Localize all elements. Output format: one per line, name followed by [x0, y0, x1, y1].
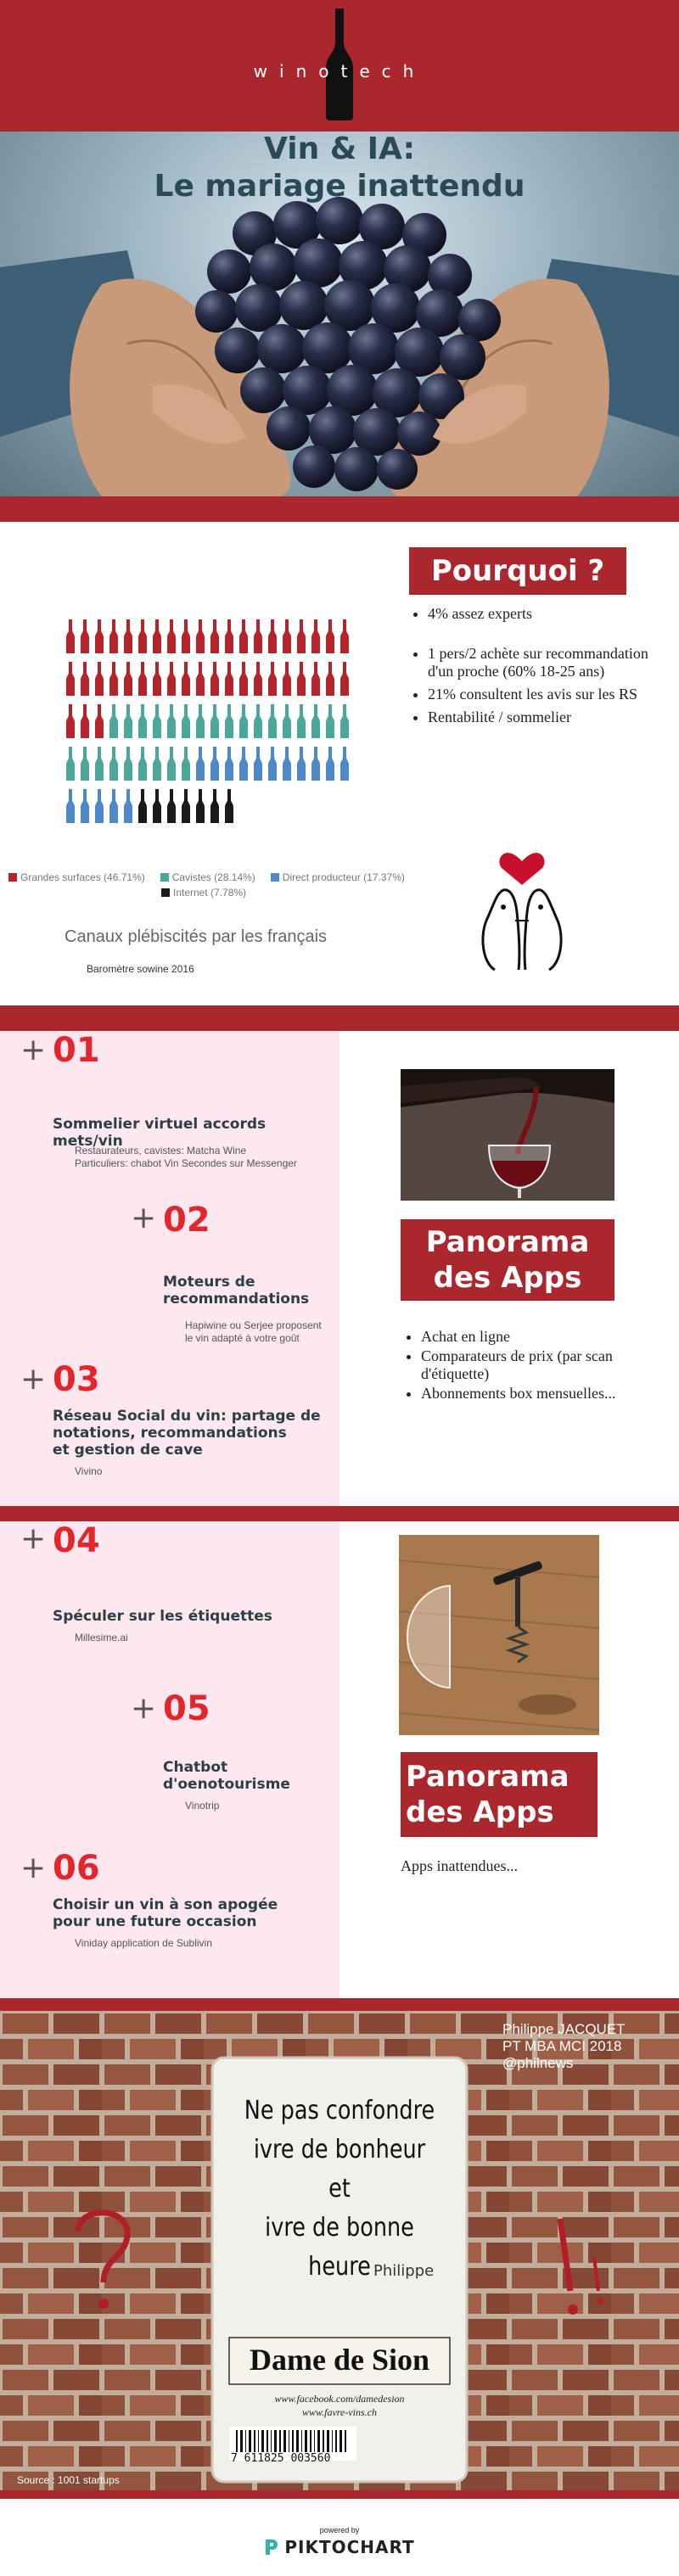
legend-label: Direct producteur (17.37%)	[282, 871, 405, 883]
item-title-line: Spéculer sur les étiquettes	[53, 1608, 272, 1625]
apps-panel-1	[0, 1031, 340, 1506]
bottle-pictogram-chart	[66, 619, 355, 874]
bottle-mark-internet	[196, 789, 205, 823]
bottle-mark-cavistes	[124, 747, 132, 781]
label-line: et	[328, 2174, 351, 2204]
header-banner	[0, 0, 679, 132]
bottles-in-love-illustration	[471, 819, 573, 972]
item-title-line: Chatbot	[163, 1759, 228, 1776]
footer	[0, 2499, 679, 2576]
section-divider	[0, 496, 679, 522]
bottle-mark-direct-producteur	[254, 747, 262, 781]
bottle-mark-cavistes	[167, 704, 176, 738]
apps-panel-2-right	[340, 1521, 679, 1998]
bottle-mark-cavistes	[81, 747, 89, 781]
bottle-mark-grandes-surfaces	[182, 619, 190, 653]
item-title-line: notations, recommandations	[53, 1425, 287, 1442]
bottle-mark-cavistes	[95, 747, 104, 781]
corkscrew-photo	[399, 1535, 599, 1735]
bottle-mark-cavistes	[182, 704, 190, 738]
bottle-mark-direct-producteur	[268, 747, 277, 781]
piktochart-wordmark: PIKTOCHART	[284, 2537, 415, 2557]
item-number: 03	[53, 1360, 100, 1399]
section-divider	[0, 1005, 679, 1031]
item-title-line: pour une future occasion	[53, 1913, 257, 1930]
legend-item-internet	[161, 887, 246, 899]
legend-label: Grandes surfaces (46.71%)	[20, 871, 145, 883]
item-subtitle: Restaurateurs, cavistes: Matcha Wine	[75, 1145, 247, 1156]
bottle-mark-grandes-surfaces	[95, 662, 104, 696]
bottle-mark-grandes-surfaces	[153, 619, 161, 653]
legend-item-direct-producteur	[271, 871, 405, 883]
bottle-mark-cavistes	[239, 704, 248, 738]
hero-image	[0, 132, 679, 496]
bottle-mark-direct-producteur	[196, 747, 205, 781]
item-number: 01	[53, 1031, 100, 1070]
source-text: Source : 1001 startups	[17, 2474, 120, 2486]
item-number: 02	[163, 1201, 210, 1240]
bottle-mark-cavistes	[124, 704, 132, 738]
bottle-mark-grandes-surfaces	[81, 662, 89, 696]
author-name: Philippe JACQUET	[502, 2021, 626, 2037]
bottle-mark-direct-producteur	[340, 747, 349, 781]
legend-label: Internet (7.78%)	[173, 887, 247, 899]
item-subtitle: Hapiwine ou Serjee proposent	[185, 1319, 322, 1331]
bottle-mark-direct-producteur	[109, 789, 118, 823]
bottle-mark-cavistes	[196, 704, 205, 738]
legend-swatch	[160, 873, 169, 882]
item-number: 06	[53, 1849, 100, 1888]
bottle-mark-grandes-surfaces	[239, 619, 248, 653]
bottle-mark-internet	[167, 789, 176, 823]
bottle-mark-cavistes	[283, 704, 291, 738]
panorama-title-line: des Apps	[406, 1795, 554, 1829]
list-item: • 1 pers/2 achète sur recommandation d'un proche (60% 18-25 ans)	[428, 645, 657, 680]
bottle-mark-direct-producteur	[124, 789, 132, 823]
bottle-mark-cavistes	[326, 704, 334, 738]
bottle-mark-internet	[138, 789, 147, 823]
list-item: • Achat en ligne	[421, 1328, 650, 1346]
bottle-mark-grandes-surfaces	[81, 704, 89, 738]
item-number: 04	[53, 1521, 100, 1560]
bottle-mark-grandes-surfaces	[95, 619, 104, 653]
bottle-mark-cavistes	[138, 747, 147, 781]
bottle-mark-grandes-surfaces	[268, 662, 277, 696]
brand-name: winotech	[253, 61, 426, 81]
bottle-mark-internet	[210, 789, 219, 823]
bottle-mark-grandes-surfaces	[225, 662, 233, 696]
bottle-mark-cavistes	[225, 704, 233, 738]
bottle-mark-cavistes	[182, 747, 190, 781]
item-number: 05	[163, 1689, 210, 1728]
bottle-mark-grandes-surfaces	[95, 704, 104, 738]
bottle-mark-grandes-surfaces	[124, 619, 132, 653]
pourquoi-title: Pourquoi ?	[409, 547, 626, 595]
list-item: • Rentabilité / sommelier	[428, 708, 657, 726]
bottle-mark-cavistes	[66, 747, 75, 781]
bottle-mark-grandes-surfaces	[283, 662, 291, 696]
author-block	[502, 2021, 626, 2072]
bottle-mark-direct-producteur	[66, 789, 75, 823]
item-subtitle: Vivino	[75, 1465, 103, 1477]
bottle-mark-cavistes	[153, 704, 161, 738]
bottle-mark-cavistes	[109, 704, 118, 738]
powered-by-text: powered by	[319, 2526, 360, 2534]
legend-label: Cavistes (28.14%)	[171, 871, 255, 883]
legend-item-grandes-surfaces	[8, 871, 145, 883]
bottle-mark-grandes-surfaces	[326, 619, 334, 653]
bottle-mark-grandes-surfaces	[340, 619, 349, 653]
item-title-line: Réseau Social du vin: partage de	[53, 1408, 321, 1425]
plus-icon: +	[20, 1851, 47, 1885]
closing-section	[0, 2011, 679, 2490]
bottle-mark-grandes-surfaces	[153, 662, 161, 696]
bottle-mark-grandes-surfaces	[326, 662, 334, 696]
bottle-mark-grandes-surfaces	[66, 704, 75, 738]
panorama-list	[402, 1328, 650, 1408]
bottle-mark-direct-producteur	[326, 747, 334, 781]
label-line: Ne pas confondre	[244, 2096, 435, 2125]
bottle-mark-grandes-surfaces	[225, 619, 233, 653]
apps-inattendues-text: Apps inattendues...	[401, 1857, 518, 1874]
bottle-mark-cavistes	[297, 704, 306, 738]
item-title-line: recommandations	[163, 1291, 310, 1308]
bottle-mark-grandes-surfaces	[340, 662, 349, 696]
item-title-text: Sommelier virtuel accords mets/vin	[53, 1116, 267, 1150]
piktochart-icon	[264, 2538, 279, 2556]
author-program: PT MBA MCI 2018	[502, 2038, 622, 2054]
bottle-mark-direct-producteur	[81, 789, 89, 823]
bottle-mark-direct-producteur	[283, 747, 291, 781]
bottle-mark-cavistes	[254, 704, 262, 738]
bottle-mark-grandes-surfaces	[109, 619, 118, 653]
author-handle: @philnews	[502, 2055, 574, 2071]
plus-icon: +	[131, 1691, 157, 1726]
item-subtitle: Particuliers: chabot Vin Secondes sur Messenger	[75, 1157, 297, 1169]
label-brand: Dame de Sion	[249, 2343, 429, 2377]
bottle-mark-cavistes	[210, 704, 219, 738]
bottle-mark-direct-producteur	[225, 747, 233, 781]
bottle-mark-grandes-surfaces	[138, 619, 147, 653]
bottle-label-text	[232, 2092, 448, 2287]
bottle-mark-grandes-surfaces	[167, 619, 176, 653]
item-title-line: Choisir un vin à son apogée	[53, 1896, 278, 1913]
bottle-mark-grandes-surfaces	[210, 662, 219, 696]
plus-icon: +	[131, 1201, 157, 1235]
section-divider	[0, 2490, 679, 2499]
bottle-mark-direct-producteur	[297, 747, 306, 781]
bottle-mark-direct-producteur	[311, 747, 320, 781]
panorama-title	[401, 1219, 614, 1301]
bottle-mark-grandes-surfaces	[66, 662, 75, 696]
bottle-mark-cavistes	[268, 704, 277, 738]
bottle-mark-grandes-surfaces	[311, 619, 320, 653]
barcode-number: 7 611825 003560	[231, 2452, 331, 2465]
bottle-mark-cavistes	[167, 747, 176, 781]
bottle-mark-internet	[153, 789, 161, 823]
bottle-mark-grandes-surfaces	[138, 662, 147, 696]
bottle-mark-grandes-surfaces	[182, 662, 190, 696]
bottle-mark-grandes-surfaces	[167, 662, 176, 696]
bottle-mark-grandes-surfaces	[254, 619, 262, 653]
title-line-2: Le mariage inattendu	[154, 169, 525, 204]
section-divider	[0, 1506, 679, 1521]
bottle-mark-grandes-surfaces	[196, 662, 205, 696]
bottle-mark-internet	[182, 789, 190, 823]
panorama-title	[401, 1752, 598, 1837]
piktochart-logo[interactable]	[0, 2537, 679, 2557]
panorama-title-line: des Apps	[433, 1261, 582, 1295]
chart-title: Canaux plébiscités par les français	[65, 927, 328, 946]
apps-panel-1-right	[340, 1031, 679, 1506]
legend-swatch	[271, 873, 279, 882]
bottle-mark-cavistes	[340, 704, 349, 738]
label-line: ivre de bonheur	[253, 2135, 426, 2164]
label-line: ivre de bonne heure	[265, 2213, 414, 2282]
chart-subtitle: Baromètre sowine 2016	[87, 963, 194, 975]
bottle-mark-grandes-surfaces	[109, 662, 118, 696]
panorama-title-line: Panorama	[406, 1760, 570, 1794]
bottle-mark-direct-producteur	[210, 747, 219, 781]
item-subtitle: Vinotrip	[185, 1800, 220, 1812]
item-subtitle: le vin adapté à votre goût	[185, 1332, 300, 1344]
bottle-mark-grandes-surfaces	[196, 619, 205, 653]
item-title-line: et gestion de cave	[53, 1442, 203, 1459]
item-subtitle: Viniday application de Sublivin	[75, 1937, 212, 1949]
label-url: www.facebook.com/damedesion	[274, 2393, 405, 2405]
item-title-line: d'oenotourisme	[163, 1776, 290, 1793]
plus-icon: +	[20, 1362, 47, 1397]
bottle-mark-direct-producteur	[239, 747, 248, 781]
panorama-title-line: Panorama	[425, 1225, 590, 1259]
list-item: • Comparateurs de prix (par scan d'étiquette)	[421, 1347, 650, 1383]
bottle-mark-cavistes	[153, 747, 161, 781]
pourquoi-section	[0, 522, 679, 1005]
pictogram-svg	[66, 619, 355, 874]
bottle-mark-grandes-surfaces	[210, 619, 219, 653]
legend-item-cavistes	[160, 871, 255, 883]
item-subtitle: Millesime.ai	[75, 1632, 128, 1644]
legend-swatch	[8, 873, 17, 882]
label-url-2: www.favre-vins.ch	[302, 2406, 377, 2418]
plus-icon: +	[20, 1521, 47, 1556]
section-divider	[0, 1998, 679, 2011]
label-signature: Philippe	[373, 2262, 435, 2280]
bottle-mark-direct-producteur	[95, 789, 104, 823]
bottle-mark-grandes-surfaces	[66, 619, 75, 653]
pourquoi-list	[409, 605, 657, 731]
item-title-line: Moteurs de	[163, 1274, 255, 1291]
bottle-mark-grandes-surfaces	[311, 662, 320, 696]
bottle-mark-grandes-surfaces	[81, 619, 89, 653]
bottle-mark-cavistes	[138, 704, 147, 738]
bottle-mark-grandes-surfaces	[124, 662, 132, 696]
legend-swatch	[161, 888, 170, 897]
bottle-mark-internet	[225, 789, 233, 823]
bottle-mark-grandes-surfaces	[268, 619, 277, 653]
bottle-mark-grandes-surfaces	[254, 662, 262, 696]
apps-panel-2	[0, 1521, 340, 1998]
bottle-mark-cavistes	[109, 747, 118, 781]
list-item: • 21% consultent les avis sur les RS	[428, 686, 657, 703]
bottle-mark-grandes-surfaces	[283, 619, 291, 653]
wine-pouring-photo	[401, 1069, 614, 1201]
bottle-mark-grandes-surfaces	[297, 619, 306, 653]
plus-icon: +	[20, 1033, 47, 1067]
list-item: • 4% assez experts	[428, 605, 657, 623]
bottle-mark-grandes-surfaces	[297, 662, 306, 696]
chart-legend	[8, 871, 416, 899]
bottle-mark-grandes-surfaces	[239, 662, 248, 696]
bottle-mark-cavistes	[311, 704, 320, 738]
title-line-1: Vin & IA:	[264, 132, 415, 166]
list-item: • Abonnements box mensuelles...	[421, 1385, 650, 1403]
